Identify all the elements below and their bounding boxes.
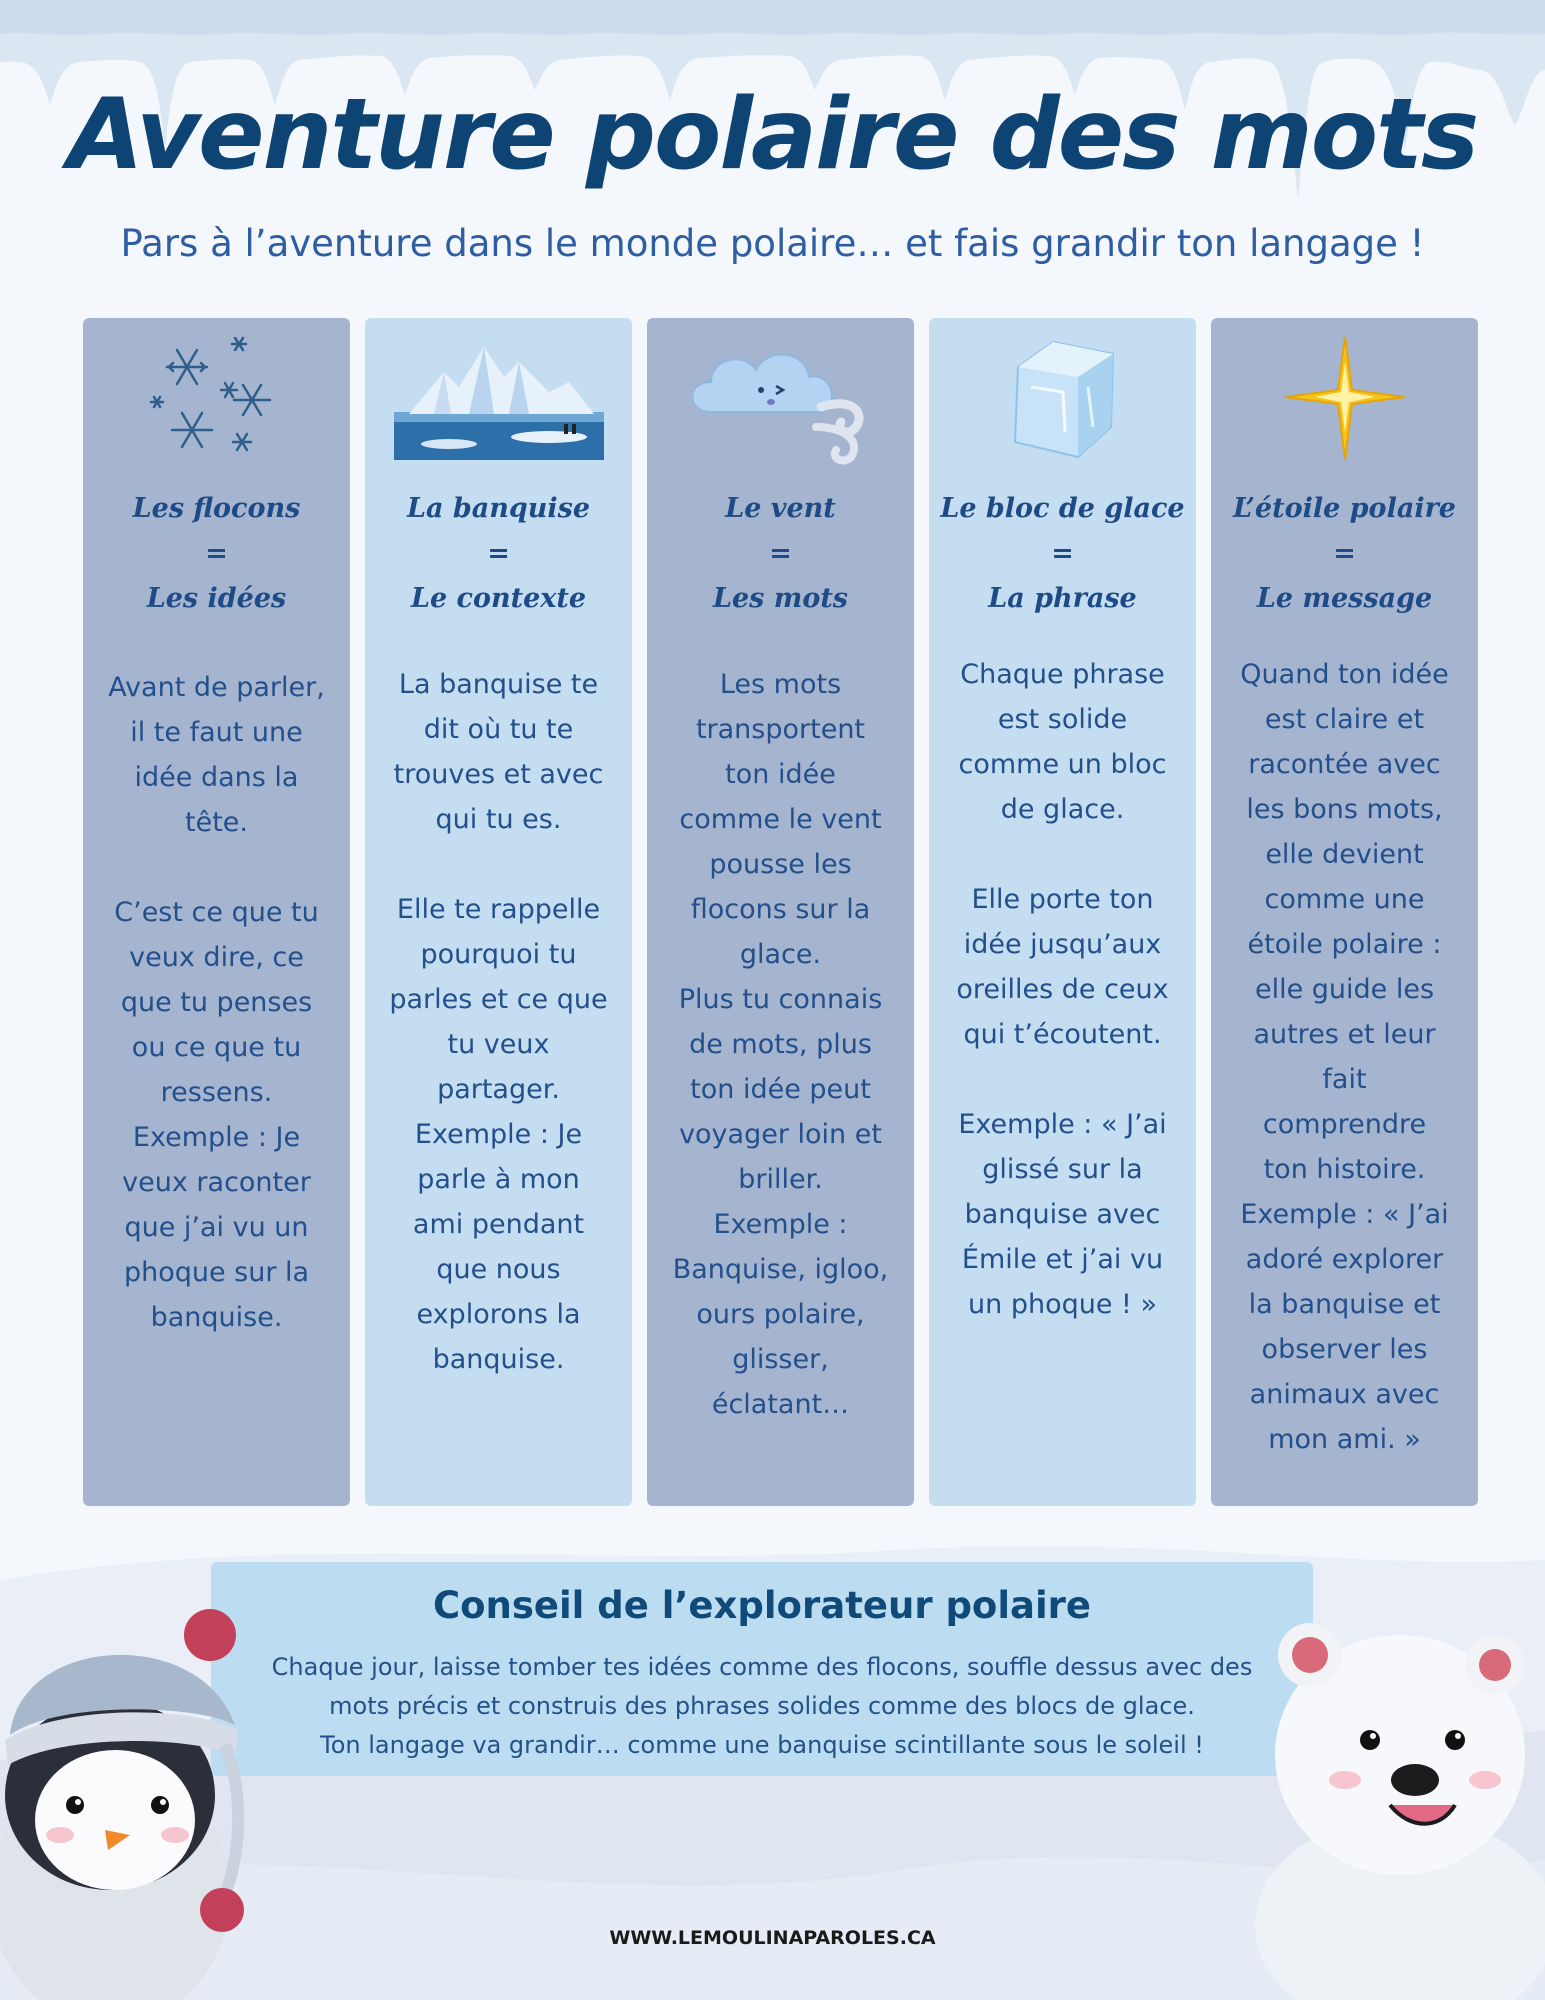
column-vent bbox=[647, 318, 914, 1506]
wind-cloud-icon bbox=[647, 332, 914, 472]
footer-url: WWW.LEMOULINAPAROLES.CA bbox=[609, 1927, 936, 1949]
column-etoile-polaire bbox=[1211, 318, 1478, 1506]
column-heading: La banquise = Le contexte bbox=[406, 493, 591, 614]
column-heading: Les flocons = Les idées bbox=[132, 493, 301, 614]
ice-floe-icon bbox=[365, 332, 632, 472]
page-title: Aventure polaire des mots bbox=[67, 78, 1478, 192]
north-star-icon bbox=[1211, 332, 1478, 472]
column-heading: Le bloc de glace = La phrase bbox=[940, 493, 1185, 614]
tip-title: Conseil de l’explorateur polaire bbox=[432, 1584, 1092, 1627]
snowflakes-icon bbox=[83, 332, 350, 472]
tip-body: Chaque jour, laisse tomber tes idées comme des flocons, souffle dessus avec des mots précis et construis des phrases solides comme des blocs de glace. Ton langage va grandir… comme une banquise scintillante sous le soleil ! bbox=[271, 1653, 1253, 1759]
ice-cube-icon bbox=[929, 332, 1196, 472]
column-body: La banquise te dit où tu te trouves et avec qui tu es. Elle te rappelle pourquoi tu parles et ce que tu veux partager. Exemple : Je parle à mon ami pendant que nous explorons la banquise. bbox=[389, 669, 608, 1375]
column-body: Avant de parler, il te faut une idée dans la tête. C’est ce que tu veux dire, ce que tu penses ou ce que tu ressens. Exemple : Je veux raconter que j’ai vu un phoque sur la banquise. bbox=[108, 672, 325, 1333]
column-flocons bbox=[83, 318, 350, 1506]
column-heading: L’étoile polaire = Le message bbox=[1233, 493, 1456, 614]
column-body: Les mots transportent ton idée comme le vent pousse les flocons sur la glace. Plus tu connais de mots, plus ton idée peut voyager loin et briller. Exemple : Banquise, igloo, ours polaire, glisser, éclatant… bbox=[672, 669, 889, 1420]
column-bloc-de-glace bbox=[929, 318, 1196, 1506]
page-subtitle: Pars à l’aventure dans le monde polaire… et fais grandir ton langage ! bbox=[120, 222, 1425, 265]
column-body: Chaque phrase est solide comme un bloc de glace. Elle porte ton idée jusqu’aux oreilles de ceux qui t’écoutent. Exemple : « J’ai glissé sur la banquise avec Émile et j’ai vu un phoque ! » bbox=[956, 659, 1169, 1320]
column-banquise bbox=[365, 318, 632, 1506]
column-body: Quand ton idée est claire et racontée avec les bons mots, elle devient comme une étoile polaire : elle guide les autres et leur fait comprendre ton histoire. Exemple : « J’ai adoré explorer la banquise et observer les animaux avec mon ami. » bbox=[1240, 659, 1449, 1455]
tip-box bbox=[211, 1562, 1313, 1776]
column-heading: Le vent = Les mots bbox=[712, 493, 848, 614]
